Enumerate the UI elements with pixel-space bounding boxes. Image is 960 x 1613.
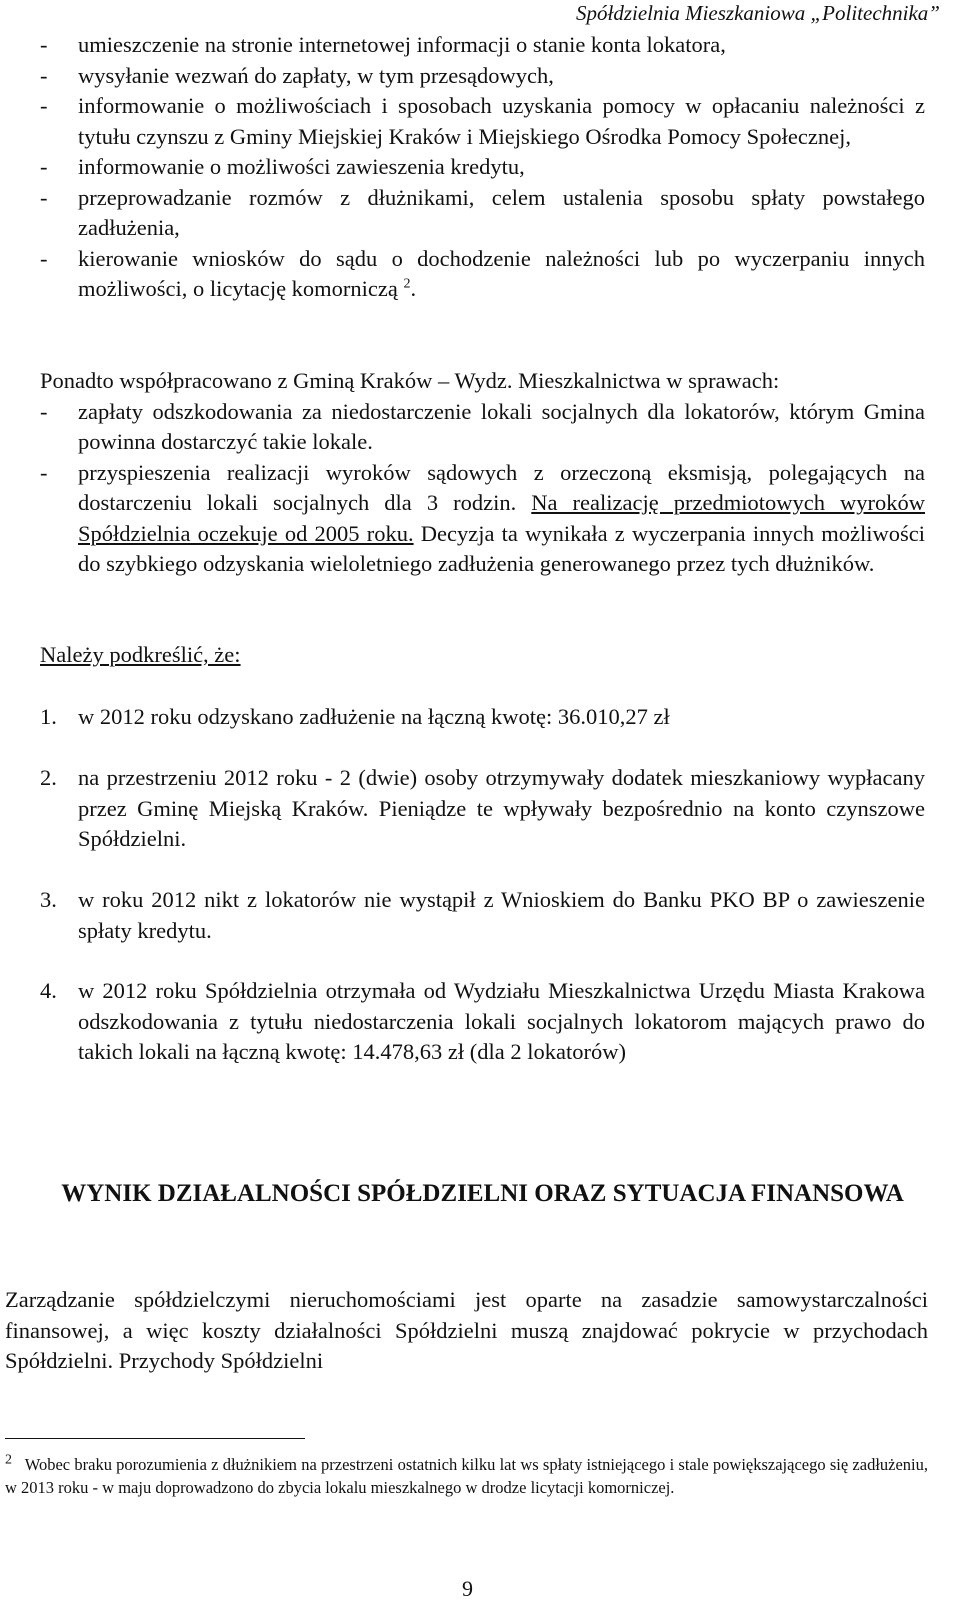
list-item: [40, 152, 925, 183]
footnote: [5, 1453, 928, 1499]
list-item-text: zapłaty odszkodowania za niedostarczenie lokali socjalnych dla lokatorów, którym Gmina powinna dostarczyć takie lokale.: [78, 398, 925, 454]
numbered-point: [40, 976, 925, 1068]
list-item: [40, 30, 925, 61]
point-number: 4.: [40, 978, 57, 1003]
page-number: 9: [462, 1576, 473, 1601]
list-item-text: wysyłanie wezwań do zapłaty, w tym przesądowych,: [78, 62, 554, 88]
cooperation-intro: Ponadto współpracowano z Gminą Kraków – Wydz. Mieszkalnictwa w sprawach:: [40, 368, 780, 393]
emphasis-heading: Należy podkreślić, że:: [40, 642, 241, 667]
dash: -: [40, 245, 48, 271]
bullet-list-collection: [40, 30, 925, 305]
list-item-text: umieszczenie na stronie internetowej informacji o stanie konta lokatora,: [78, 32, 726, 57]
dash: -: [40, 93, 48, 118]
dash: -: [40, 32, 48, 57]
list-item-text: informowanie o możliwościach i sposobach uzyskania pomocy w opłacaniu należności z tytułu czynszu z Gminy Miejskiej Kraków i Miejskiego Ośrodka Pomocy Społecznej,: [78, 93, 925, 149]
dash: -: [40, 62, 48, 88]
footnote-mark: 2: [5, 1452, 12, 1468]
list-item: [40, 397, 925, 458]
list-item: [40, 458, 925, 580]
list-item-text: przeprowadzanie rozmów z dłużnikami, celem ustalenia sposobu spłaty powstałego zadłużenia,: [78, 184, 925, 240]
footnote-ref[interactable]: 2: [403, 276, 411, 292]
point-text: w 2012 roku odzyskano zadłużenie na łączną kwotę: 36.010,27 zł: [78, 704, 670, 729]
point-text: w roku 2012 nikt z lokatorów nie wystąpił z Wnioskiem do Banku PKO BP o zawieszenie spłaty kredytu.: [78, 887, 925, 943]
dash: -: [40, 398, 48, 424]
numbered-point: [40, 885, 925, 946]
list-item-text-rest: Decyzja ta wynikała z wyczerpania innych możliwości do szybkiego odzyskania wieloletniego zadłużenia generowanego przez tych dłużników.: [78, 520, 925, 576]
cooperation-section: [40, 366, 925, 580]
section-heading: WYNIK DZIAŁALNOŚCI SPÓŁDZIELNI ORAZ SYTUACJA FINANSOWA: [61, 1180, 904, 1207]
footnote-text: Wobec braku porozumienia z dłużnikiem na przestrzeni ostatnich kilku lat ws spłaty istniejącego i stale powiększającego się zadłużeniu, w 2013 roku - w maju doprowadzono do zbycia lokalu mieszkalnego w drodze licytacji komorniczej.: [5, 1455, 929, 1497]
body-paragraph: Zarządzanie spółdzielczymi nieruchomościami jest oparte na zasadzie samowystarczalności finansowej, a więc koszty działalności Spółdzielni muszą znajdować pokrycie w przychodach Spółdzielni. Przychody Spółdzielni: [5, 1287, 928, 1373]
numbered-point: [40, 763, 925, 855]
list-item-text: przyspieszenia realizacji wyroków sądowych z orzeczoną eksmisją, polegających na dostarczeniu lokali socjalnych dla 3 rodzin.: [78, 459, 925, 515]
point-number: 1.: [40, 704, 57, 729]
footnote-separator: [5, 1438, 305, 1439]
dash: -: [40, 459, 48, 485]
point-number: 2.: [40, 765, 57, 790]
running-header: Spółdzielnia Mieszkaniowa „Politechnika”: [576, 1, 940, 25]
point-number: 3.: [40, 887, 57, 912]
list-item: [40, 61, 925, 92]
point-text: w 2012 roku Spółdzielnia otrzymała od Wydziału Mieszkalnictwa Urzędu Miasta Krakowa odszkodowania z tytułu niedostarczenia lokali socjalnych lokatorom mających prawo do takich lokali na łączną kwotę: 14.478,63 zł (dla 2 lokatorów): [78, 978, 925, 1064]
point-text: na przestrzeniu 2012 roku - 2 (dwie) osoby otrzymywały dodatek mieszkaniowy wypłacany przez Gminę Miejską Kraków. Pieniądze te wpływały bezpośrednio na konto czynszowe Spółdzielni.: [78, 765, 925, 851]
list-item: [40, 91, 925, 152]
list-item-text: informowanie o możliwości zawieszenia kredytu,: [78, 154, 525, 179]
underlined-text: Na realizację przedmiotowych wyroków Spółdzielnia oczekuje od 2005 roku.: [78, 490, 925, 546]
list-item: [40, 183, 925, 244]
list-item-text: kierowanie wniosków do sądu o dochodzenie należności lub po wyczerpaniu innych możliwości, o licytację komorniczą: [78, 245, 925, 301]
dash: -: [40, 184, 48, 210]
list-item: [40, 244, 925, 305]
dash: -: [40, 154, 48, 179]
numbered-point: [40, 702, 925, 733]
list-item-end: .: [410, 276, 417, 301]
